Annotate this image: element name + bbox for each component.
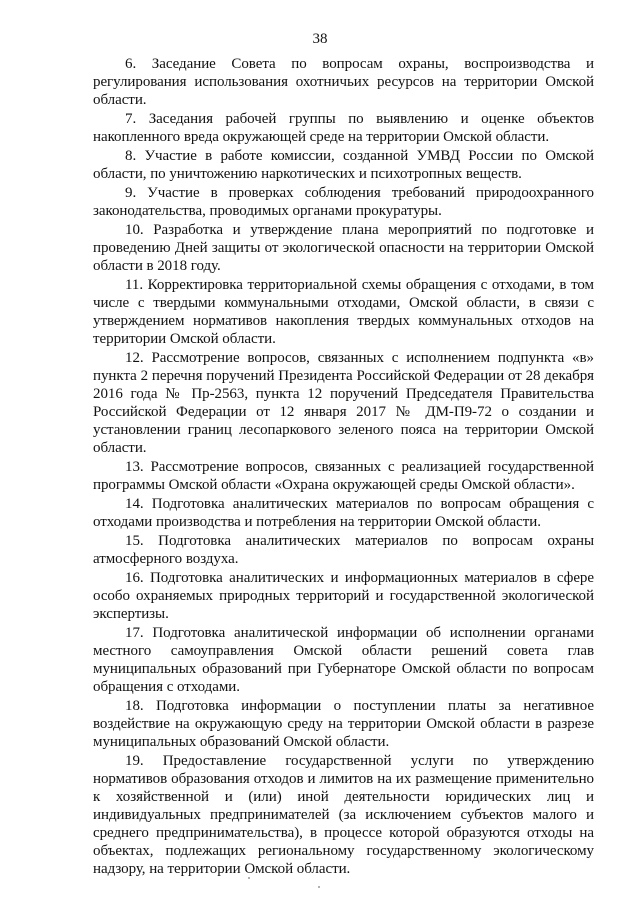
page-number: 38 <box>312 31 328 47</box>
list-item: 19. Предоставление государственной услуги по утверждению нормативов образования отходов и лимитов на их размещение применительно к хозяйственной и (или) иной деятельности юридических лиц и индивидуальных предпринимателей (за исключением субъектов малого и среднего предпринимательства), в процессе которой образуются отходы на объектах, подлежащих региональному государственному экологическому надзору, на территории Омской области. <box>93 753 594 877</box>
document-body <box>93 55 594 879</box>
list-item: 16. Подготовка аналитических и информационных материалов в сфере особо охраняемых природных территорий и государственной экологической экспертизы. <box>93 570 594 622</box>
list-item: 15. Подготовка аналитических материалов по вопросам охраны атмосферного воздуха. <box>93 533 594 567</box>
list-item: 7. Заседания рабочей группы по выявлению и оценке объектов накопленного вреда окружающей среде на территории Омской области. <box>93 111 594 145</box>
list-item: 9. Участие в проверках соблюдения требований природоохранного законодательства, проводимых органами прокуратуры. <box>93 185 594 219</box>
scan-speck <box>248 877 250 879</box>
list-item: 6. Заседание Совета по вопросам охраны, воспроизводства и регулирования использования охотничьих ресурсов на территории Омской области. <box>93 56 594 108</box>
list-item: 8. Участие в работе комиссии, созданной УМВД России по Омской области, по уничтожению наркотических и психотропных веществ. <box>93 148 594 182</box>
list-item: 12. Рассмотрение вопросов, связанных с исполнением подпункта «в» пункта 2 перечня поручений Президента Российской Федерации от 28 декабря 2016 года № Пр-2563, пункта 12 поручений Председателя Правительства Российской Федерации от 12 января 2017 № ДМ-П9-72 о создании и установлении границ лесопаркового зеленого пояса на территории Омской области. <box>93 350 594 456</box>
list-item: 18. Подготовка информации о поступлении платы за негативное воздействие на окружающую среду на территории Омской области в разрезе муниципальных образований Омской области. <box>93 698 594 750</box>
list-item: 10. Разработка и утверждение плана мероприятий по подготовке и проведению Дней защиты от экологической опасности на территории Омской области в 2018 году. <box>93 222 594 274</box>
list-item: 13. Рассмотрение вопросов, связанных с реализацией государственной программы Омской области «Охрана окружающей среды Омской области». <box>93 459 594 493</box>
list-item: 17. Подготовка аналитической информации об исполнении органами местного самоуправления Омской области решений совета глав муниципальных образований при Губернаторе Омской области по вопросам обращения с отходами. <box>93 625 594 695</box>
list-item: 11. Корректировка территориальной схемы обращения с отходами, в том числе с твердыми коммунальными отходами, Омской области, в связи с утверждением нормативов накопления твердых коммунальных отходов на территории Омской области. <box>93 277 594 347</box>
scan-speck <box>318 886 320 888</box>
list-item: 14. Подготовка аналитических материалов по вопросам обращения с отходами производства и потребления на территории Омской области. <box>93 496 594 530</box>
